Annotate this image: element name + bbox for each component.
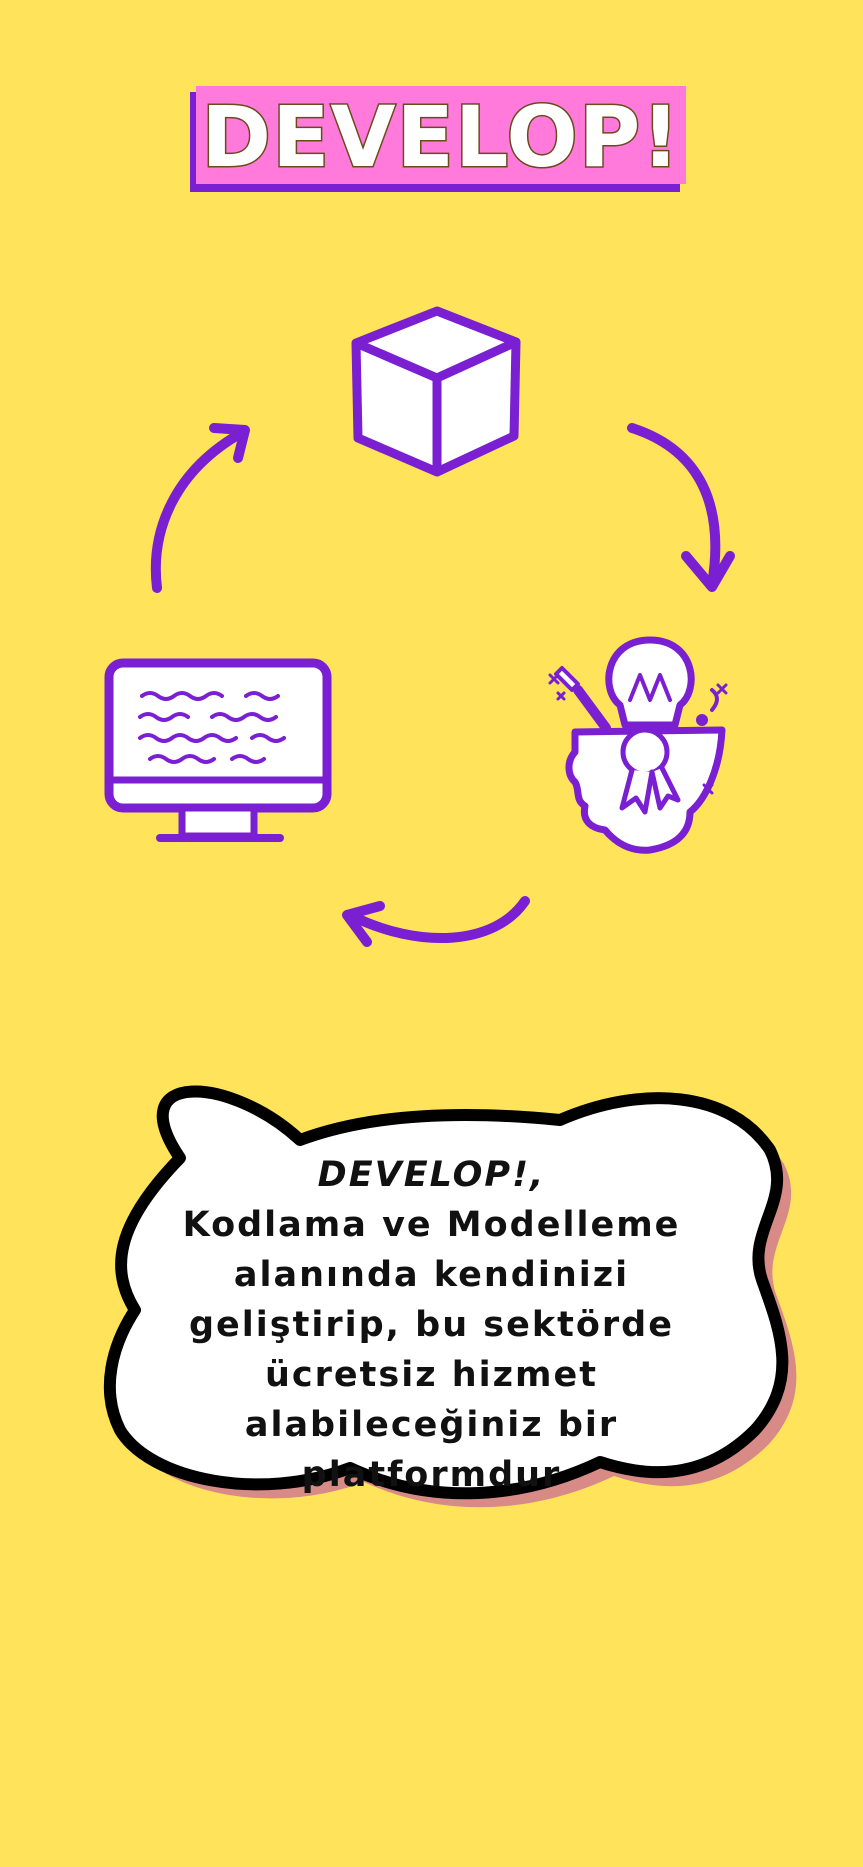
computer-monitor-icon (109, 663, 327, 838)
bubble-brand: DEVELOP!, (317, 1155, 546, 1195)
bubble-description: Kodlama ve Modelleme alanında kendinizi geliştirip, bu sektörde ücretsiz hizmet alabileceğiniz bir platformdur (182, 1205, 681, 1495)
bubble-text (150, 1150, 713, 1500)
lightbulb-head-icon (550, 640, 726, 850)
page-title: DEVELOP! (201, 88, 681, 186)
cube-icon (356, 311, 516, 472)
title-banner (190, 86, 686, 192)
